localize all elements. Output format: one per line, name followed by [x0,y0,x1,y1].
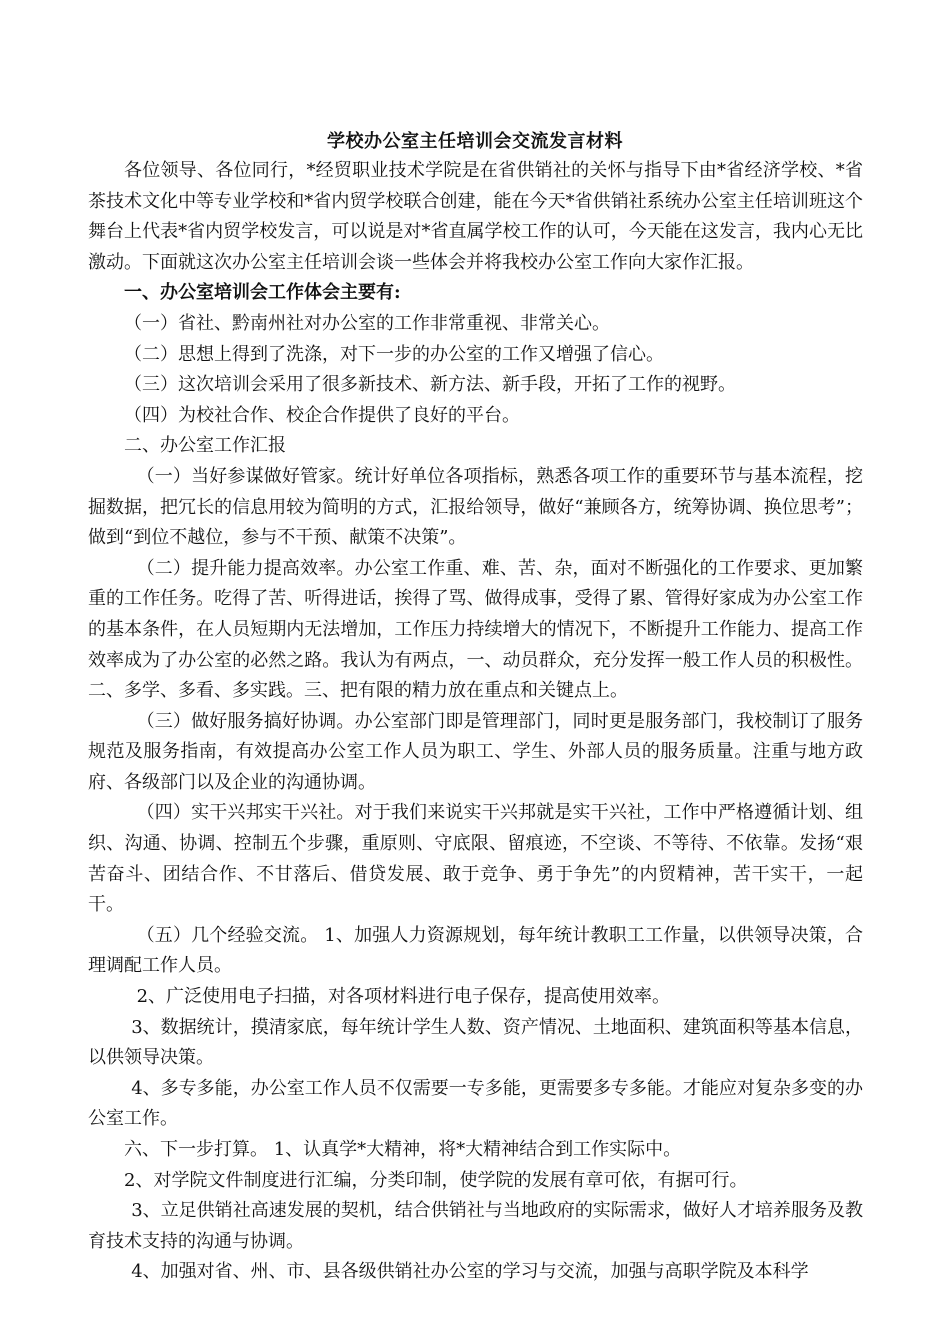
section-heading-6: 六、下一步打算。 1、认真学*大精神，将*大精神结合到工作实际中。 [124,1139,682,1160]
list-item: 4、加强对省、州、市、县各级供销社办公室的学习与交流，加强与高职学院及本科学 [131,1261,809,1283]
list-item: （三）这次培训会采用了很多新技术、新方法、新手段，开拓了工作的视野。 [124,374,736,396]
section-heading-1: 一、办公室培训会工作体会主要有: [124,282,401,304]
paragraph-intro: 各位领导、各位同行，*经贸职业技术学院是在省供销社的关怀与指导下由*省经济学校、*省茶技术文化中等专业学校和*省内贸学校联合创建，能在今天*省供销社系统办公室主任培训班这个舞台上代表*省内贸学校发言，可以说是对*省直属学校工作的认可，今天能在这发言，我内心无比激动。下面就这次办公室主任培训会谈一些体会并将我校办公室工作向大家作汇报。 [88,160,863,273]
section-heading-2: 二、办公室工作汇报 [124,435,286,457]
list-item: 4、多专多能，办公室工作人员不仅需要一专多能，更需要多专多能。才能应对复杂多变的办公室工作。 [88,1077,863,1130]
paragraph: （三）做好服务搞好协调。办公室部门即是管理部门，同时更是服务部门，我校制订了服务规范及服务指南，有效提高办公室工作人员为职工、学生、外部人员的服务质量。注重与地方政府、各级部门以及企业的沟通协调。 [88,710,863,793]
paragraph: （一）当好参谋做好管家。统计好单位各项指标，熟悉各项工作的重要环节与基本流程，挖掘数据，把冗长的信息用较为简明的方式，汇报给领导，做好“兼顾各方，统筹协调、换位思考”；做到“到位不越位，参与不干预、献策不决策”。 [88,465,863,549]
document-title: 学校办公室主任培训会交流发言材料 [327,131,623,152]
list-item: 3、数据统计，摸清家底，每年统计学生人数、资产情况、土地面积、建筑面积等基本信息，以供领导决策。 [88,1016,863,1069]
list-item: 2、广泛使用电子扫描，对各项材料进行电子保存，提高使用效率。 [136,986,671,1008]
list-item: （四）为校社合作、校企合作提供了良好的平台。 [124,404,520,426]
list-item: 3、立足供销社高速发展的契机，结合供销社与当地政府的实际需求，做好人才培养服务及教育技术支持的沟通与协调。 [88,1200,863,1252]
list-item: （一）省社、黔南州社对办公室的工作非常重视、非常关心。 [124,312,610,334]
list-item: （二）思想上得到了洗涤，对下一步的办公室的工作又增强了信心。 [124,343,664,365]
paragraph: （五）几个经验交流。 1、加强人力资源规划，每年统计教职工工作量，以供领导决策，合理调配工作人员。 [88,924,863,977]
paragraph: （二）提升能力提高效率。办公室工作重、难、苦、杂，面对不断强化的工作要求、更加繁重的工作任务。吃得了苦、听得进话，挨得了骂、做得成事，受得了累、管得好家成为办公室工作的基本条件，在人员短期内无法增加，工作压力持续增大的情况下，不断提升工作能力、提高工作效率成为了办公室的必然之路。我认为有两点，一、动员群众，充分发挥一般工作人员的积极性。二、多学、多看、多实践。三、把有限的精力放在重点和关键点上。 [88,557,863,702]
list-item: 2、对学院文件制度进行汇编，分类印制，使学院的发展有章可依，有据可行。 [124,1169,748,1191]
paragraph: （四）实干兴邦实干兴社。对于我们来说实干兴邦就是实干兴社，工作中严格遵循计划、组织、沟通、协调、控制五个步骤，重原则、守底限、留痕迹，不空谈、不等待、不依靠。发扬“艰苦奋斗、团结合作、不甘落后、借贷发展、敢于竞争、勇于争先”的内贸精神，苦干实干，一起干。 [88,802,863,916]
document-body [88,156,863,1288]
